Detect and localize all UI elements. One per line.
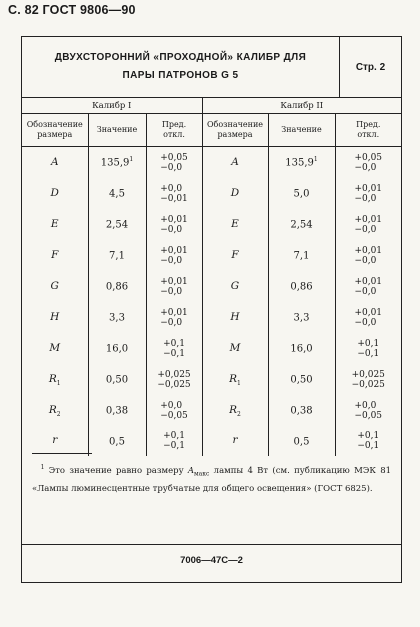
table-row [22,147,401,179]
deviation-cell: +0,025 −0,025 [146,364,202,395]
deviation-cell: +0,01 −0,0 [354,214,383,235]
dim-cell: E [202,209,268,240]
value-cell: 0,5 [88,426,146,456]
table-row [22,395,401,426]
table-row [22,333,401,364]
dim-cell: A [202,147,268,179]
column-header-row [22,114,401,147]
deviation-cell: +0,01 −0,0 [146,209,202,240]
document-frame [21,36,402,583]
header-dev: Пред. откл. [335,114,401,147]
value-cell: 2,54 [268,209,335,240]
footer-divider [22,544,401,545]
value-cell: 7,1 [88,240,146,271]
footnote: $^1$ Это значение равно размеру $A_{макс}$ лампы 4 Вт (см. публикацию МЭК 81 «Лампы люминесцентные трубчатые для общего освещения» (ГОСТ 6825). [32,464,392,494]
deviation-cell: +0,05 −0,0 [146,147,202,179]
dim-cell: $R_2$ [202,395,268,426]
value-cell: 135,9$^1$ [88,147,146,179]
group-header-row [22,98,401,114]
footnote-divider [32,453,92,454]
dim-cell: H [22,302,88,333]
value-cell: 2,54 [88,209,146,240]
deviation-cell: +0,0 −0,05 [354,400,383,421]
deviation-cell: +0,01 −0,0 [146,302,202,333]
deviation-cell: +0,05 −0,0 [354,152,383,173]
dim-cell: M [202,333,268,364]
table-row [22,271,401,302]
header-value: Значение [88,114,146,147]
deviation-cell: +0,01 −0,0 [146,240,202,271]
deviation-cell: +0,1 −0,1 [146,333,202,364]
value-cell: 0,86 [88,271,146,302]
group-caliber-2: Калибр II [202,98,401,114]
value-cell: 16,0 [268,333,335,364]
dim-cell: F [22,240,88,271]
value-cell: 0,5 [268,426,335,456]
value-cell: 0,38 [268,395,335,426]
sheet-number: Стр. 2 [340,37,401,98]
dim-cell: r [22,426,88,456]
dim-cell: F [202,240,268,271]
title-line-1: ДВУХСТОРОННИЙ «ПРОХОДНОЙ» КАЛИБР ДЛЯ [54,52,307,63]
deviation-cell: +0,01 −0,0 [354,307,383,328]
footer-code: 7006—47С—2 [180,555,243,566]
gauge-table [22,98,401,456]
deviation-cell: +0,0 −0,01 [146,178,202,209]
dim-cell: r [202,426,268,456]
value-cell: 3,3 [88,302,146,333]
value-cell: 135,9$^1$ [268,147,335,179]
deviation-cell: +0,01 −0,0 [354,183,383,204]
dim-cell: D [202,178,268,209]
dim-cell: $R_1$ [202,364,268,395]
value-cell: 16,0 [88,333,146,364]
deviation-cell: +0,01 −0,0 [146,271,202,302]
deviation-cell: +0,1 −0,1 [357,431,380,451]
dim-cell: G [22,271,88,302]
deviation-cell: +0,01 −0,0 [354,276,383,297]
table-row [22,178,401,209]
deviation-cell: +0,1 −0,1 [357,338,380,359]
value-cell: 7,1 [268,240,335,271]
document-title [22,37,340,98]
group-caliber-1: Калибр I [22,98,202,114]
table-row [22,426,401,456]
dim-cell: H [202,302,268,333]
value-cell: 0,86 [268,271,335,302]
table-row [22,302,401,333]
dim-cell: $R_1$ [22,364,88,395]
header-dim: Обозначение размера [202,114,268,147]
table-row [22,240,401,271]
dim-cell: A [22,147,88,179]
title-line-2: ПАРЫ ПАТРОНОВ G 5 [122,70,239,81]
deviation-cell: +0,1 −0,1 [146,426,202,456]
dim-cell: $R_2$ [22,395,88,426]
deviation-cell: +0,0 −0,05 [146,395,202,426]
page-header: С. 82 ГОСТ 9806—90 [8,3,136,17]
value-cell: 0,50 [268,364,335,395]
dim-cell: G [202,271,268,302]
header-value: Значение [268,114,335,147]
table-row [22,364,401,395]
value-cell: 0,38 [88,395,146,426]
table-row [22,209,401,240]
footnote-marker: 1 [40,464,45,471]
dim-cell: E [22,209,88,240]
header-dev: Пред. откл. [146,114,202,147]
value-cell: 4,5 [88,178,146,209]
deviation-cell: +0,025 −0,025 [351,369,385,390]
header-dim: Обозначение размера [22,114,88,147]
value-cell: 3,3 [268,302,335,333]
value-cell: 0,50 [88,364,146,395]
value-cell: 5,0 [268,178,335,209]
deviation-cell: +0,01 −0,0 [354,245,383,266]
dim-cell: M [22,333,88,364]
dim-cell: D [22,178,88,209]
